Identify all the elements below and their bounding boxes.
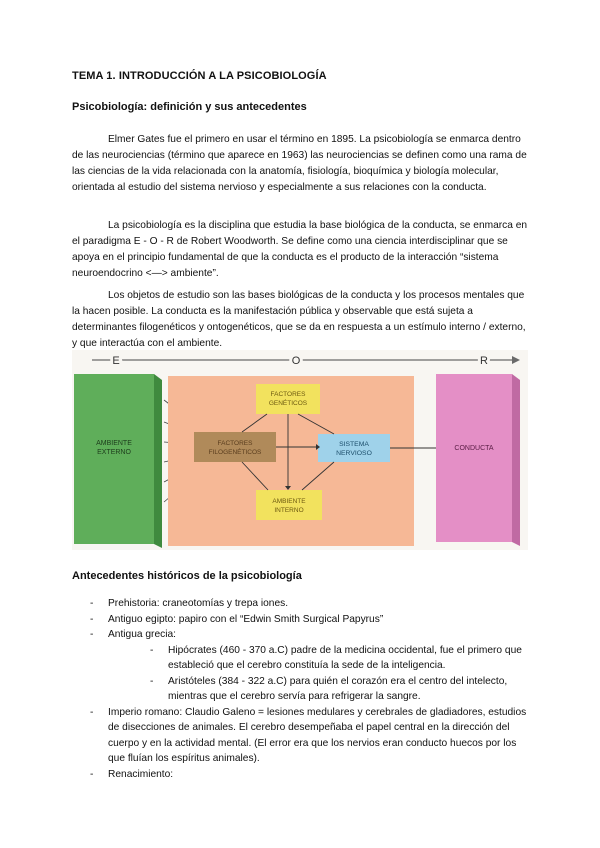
antecedentes-list xyxy=(72,596,532,782)
list-item: - Antigua grecia: xyxy=(90,629,176,640)
paragraph-2: La psicobiología es la disciplina que estudia la base biológica de la conducta, se enmarca en el paradigma E - O - R de Robert Woodworth. Se define como una ciencia interdisciplinar que se apoya en el principio fundamental de que la conducta es el producto de la interacción “sistema neuroendocrino <—> ambiente”. xyxy=(72,220,528,279)
ambiente-externo-box xyxy=(74,374,154,544)
factores-filogeneticos-label-1: FACTORES xyxy=(217,440,253,447)
paragraph-1: Elmer Gates fue el primero en usar el término en 1895. La psicobiología se enmarca dentro de las neurociencias (término que aparece en 1963) las neurociencias se definen como una rama de las ciencias de la vida relacionada con la anatomía, fisiología, bioquímica y biología molecular, orientada al estudio del sistema nervioso y especialmente a sus relaciones con la conducta. xyxy=(72,134,527,193)
ambiente-interno-box xyxy=(256,490,322,520)
factores-filogeneticos-box xyxy=(194,432,276,462)
list-item: - Prehistoria: craneotomías y trepa iones. xyxy=(90,598,289,609)
list-item: - Aristóteles (384 - 322 a.C) para quién el corazón era el centro del intelecto, mientras que el cerebro servía para refrigerar la sangre. xyxy=(150,675,508,702)
factores-geneticos-label-1: FACTORES xyxy=(270,391,306,398)
ambiente-externo-label-2: EXTERNO xyxy=(97,449,131,456)
ambiente-interno-label-2: INTERNO xyxy=(274,507,304,514)
document-title: TEMA 1. INTRODUCCIÓN A LA PSICOBIOLOGÍA xyxy=(72,70,327,82)
sistema-nervioso-label-2: NERVIOSO xyxy=(336,450,372,457)
factores-geneticos-label-2: GENÉTICOS xyxy=(268,400,308,407)
section-heading-definicion: Psicobiología: definición y sus antecedentes xyxy=(72,101,307,113)
list-item: - Hipócrates (460 - 370 a.C) padre de la medicina occidental, fue el primero que estableció que el cerebro constituía la sede de la inteligencia. xyxy=(150,644,522,671)
label-o: O xyxy=(291,355,301,367)
list-item: - Antiguo egipto: papiro con el “Edwin Smith Surgical Papyrus” xyxy=(90,613,384,625)
sistema-nervioso-label-1: SISTEMA xyxy=(339,441,369,448)
eor-diagram xyxy=(72,350,528,550)
sistema-nervioso-box xyxy=(318,434,390,462)
ambiente-externo-label-1: AMBIENTE xyxy=(96,440,132,447)
factores-filogeneticos-label-2: FILOGENÉTICOS xyxy=(208,449,262,456)
list-item: - Renacimiento: xyxy=(90,768,174,780)
ambiente-interno-label-1: AMBIENTE xyxy=(272,498,306,505)
factores-geneticos-box xyxy=(256,384,320,414)
label-e: E xyxy=(112,355,120,367)
label-r: R xyxy=(480,355,488,367)
conducta-box xyxy=(436,374,512,542)
conducta-label: CONDUCTA xyxy=(454,445,494,452)
list-item: - Imperio romano: Claudio Galeno = lesiones medulares y cerebrales de gladiadores, estudios de disecciones de animales. El cerebro desempeñaba el papel central en la dirección del cuerpo y en la actividad mental. (El error era que los nervios eran conducto huecos por los que fluían los espíritus animales). xyxy=(90,706,527,764)
paragraph-3: Los objetos de estudio son las bases biológicas de la conducta y los procesos mentales que la hacen posible. La conducta es la manifestación pública y observable que está sujeta a determinantes filogenéticos y ontogenéticos, que se da en respuesta a un estímulo interno / externo, y que interactúa con el ambiente. xyxy=(72,290,526,349)
section-heading-antecedentes: Antecedentes históricos de la psicobiología xyxy=(72,570,302,582)
